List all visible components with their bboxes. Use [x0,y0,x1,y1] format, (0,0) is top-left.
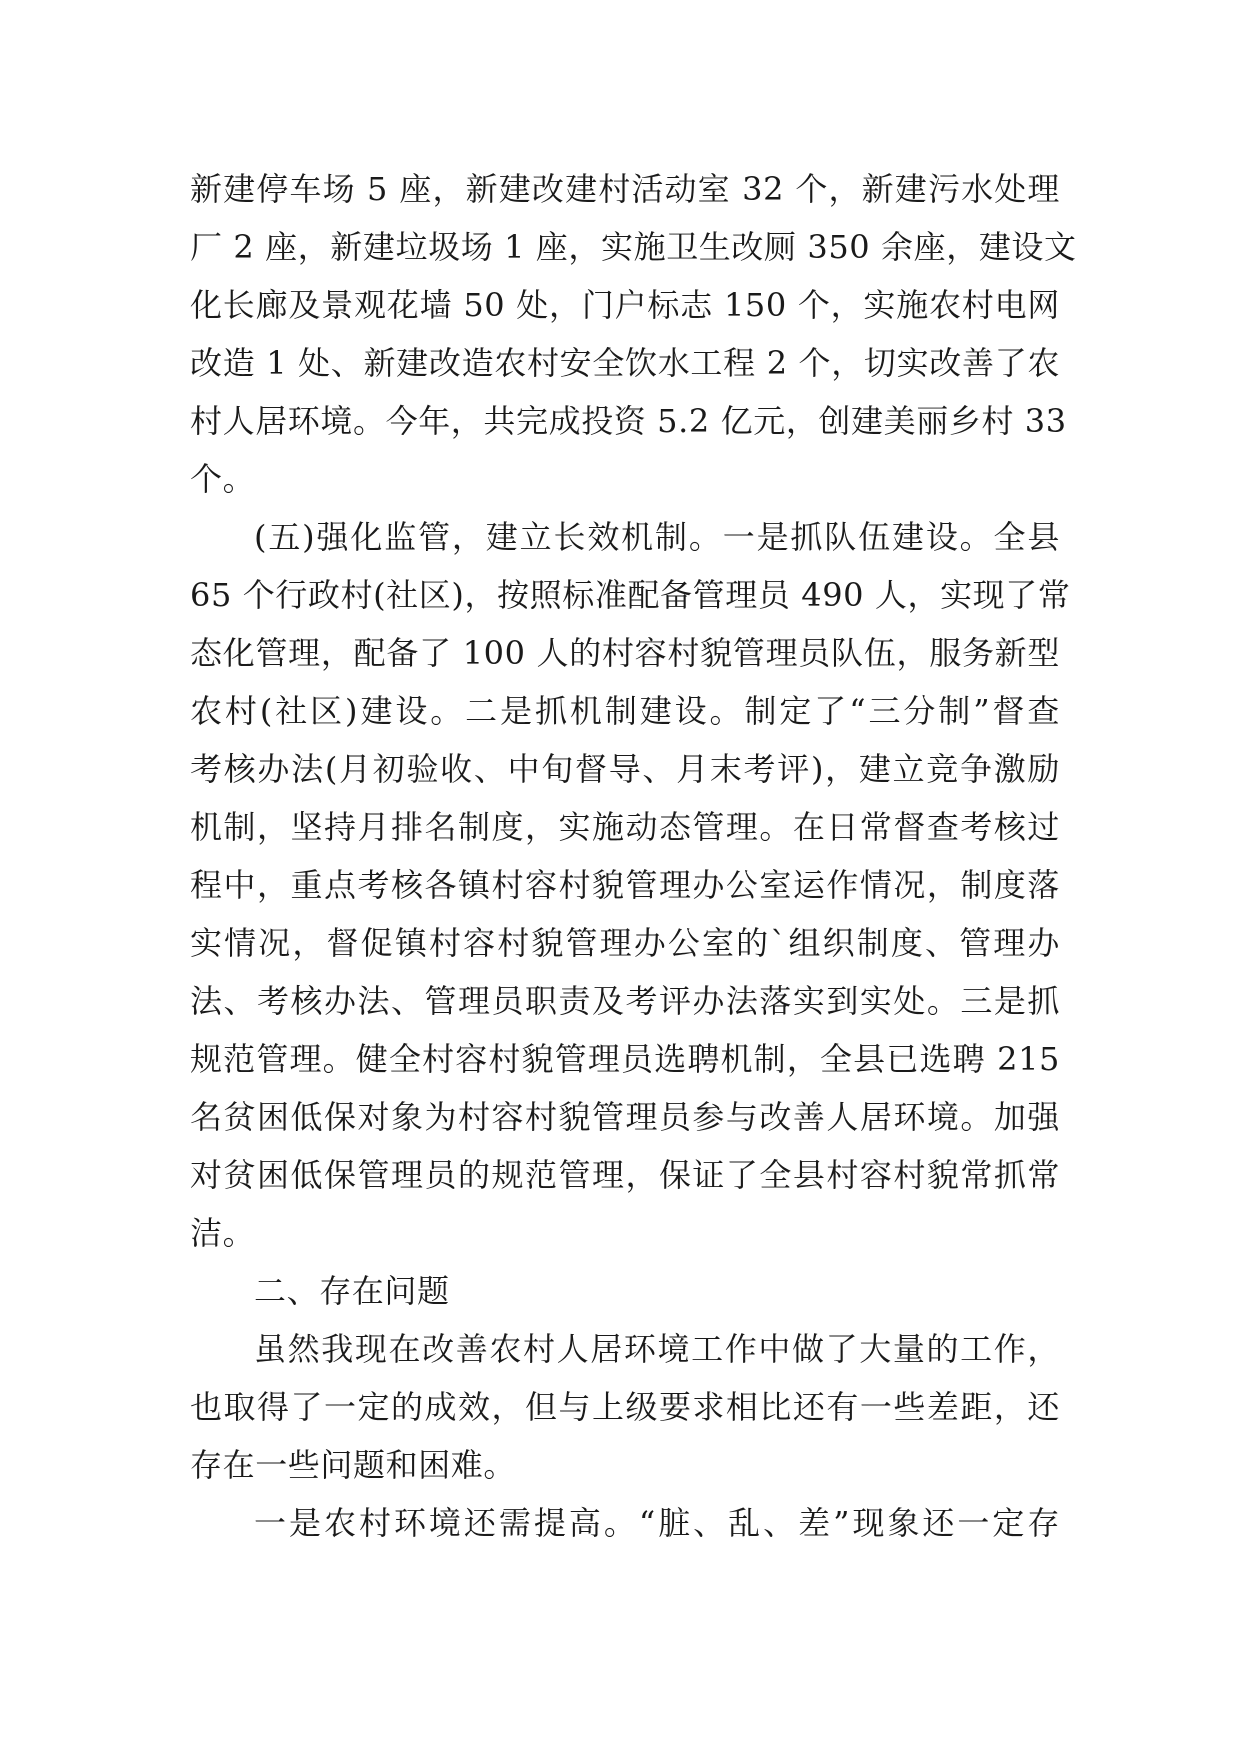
section-heading: 二、存在问题 [254,1272,450,1310]
text-line: 存在一些问题和困难。 [190,1446,517,1484]
section-heading-line: (五)强化监管，建立长效机制。一是抓队伍建设。全县 [254,518,1060,556]
text-line: 规范管理。健全村容村貌管理员选聘机制，全县已选聘 215 [190,1040,1060,1078]
text-line: 改造 1 处、新建改造农村安全饮水工程 2 个，切实改善了农 [190,344,1060,382]
text-line: 实情况，督促镇村容村貌管理办公室的`组织制度、管理办 [190,924,1060,962]
text-line: 法、考核办法、管理员职责及考评办法落实到实处。三是抓 [190,982,1060,1020]
paragraph-start-line: 一是农村环境还需提高。“脏、乱、差”现象还一定存 [254,1504,1060,1542]
text-line: 洁。 [190,1214,256,1252]
text-line: 程中，重点考核各镇村容村貌管理办公室运作情况，制度落 [190,866,1060,904]
text-line: 村人居环境。今年，共完成投资 5.2 亿元，创建美丽乡村 33 [190,402,1067,440]
text-line: 65 个行政村(社区)，按照标准配备管理员 490 人，实现了常 [190,576,1071,614]
text-line: 化长廊及景观花墙 50 处，门户标志 150 个，实施农村电网 [190,286,1060,324]
paragraph-start-line: 虽然我现在改善农村人居环境工作中做了大量的工作， [254,1330,1060,1368]
document-body [190,160,1077,1552]
text-line: 考核办法(月初验收、中旬督导、月末考评)，建立竞争激励 [190,750,1060,788]
text-line: 农村(社区)建设。二是抓机制建设。制定了“三分制”督查 [190,692,1060,730]
text-line: 个。 [190,460,256,498]
text-line: 对贫困低保管理员的规范管理，保证了全县村容村貌常抓常 [190,1156,1060,1194]
text-line: 机制，坚持月排名制度，实施动态管理。在日常督查考核过 [190,808,1060,846]
text-line: 也取得了一定的成效，但与上级要求相比还有一些差距，还 [190,1388,1060,1426]
text-line: 新建停车场 5 座，新建改建村活动室 32 个，新建污水处理 [190,170,1060,208]
text-line: 厂 2 座，新建垃圾场 1 座，实施卫生改厕 350 余座，建设文 [190,228,1077,266]
text-line: 名贫困低保对象为村容村貌管理员参与改善人居环境。加强 [190,1098,1060,1136]
text-line: 态化管理，配备了 100 人的村容村貌管理员队伍，服务新型 [190,634,1060,672]
